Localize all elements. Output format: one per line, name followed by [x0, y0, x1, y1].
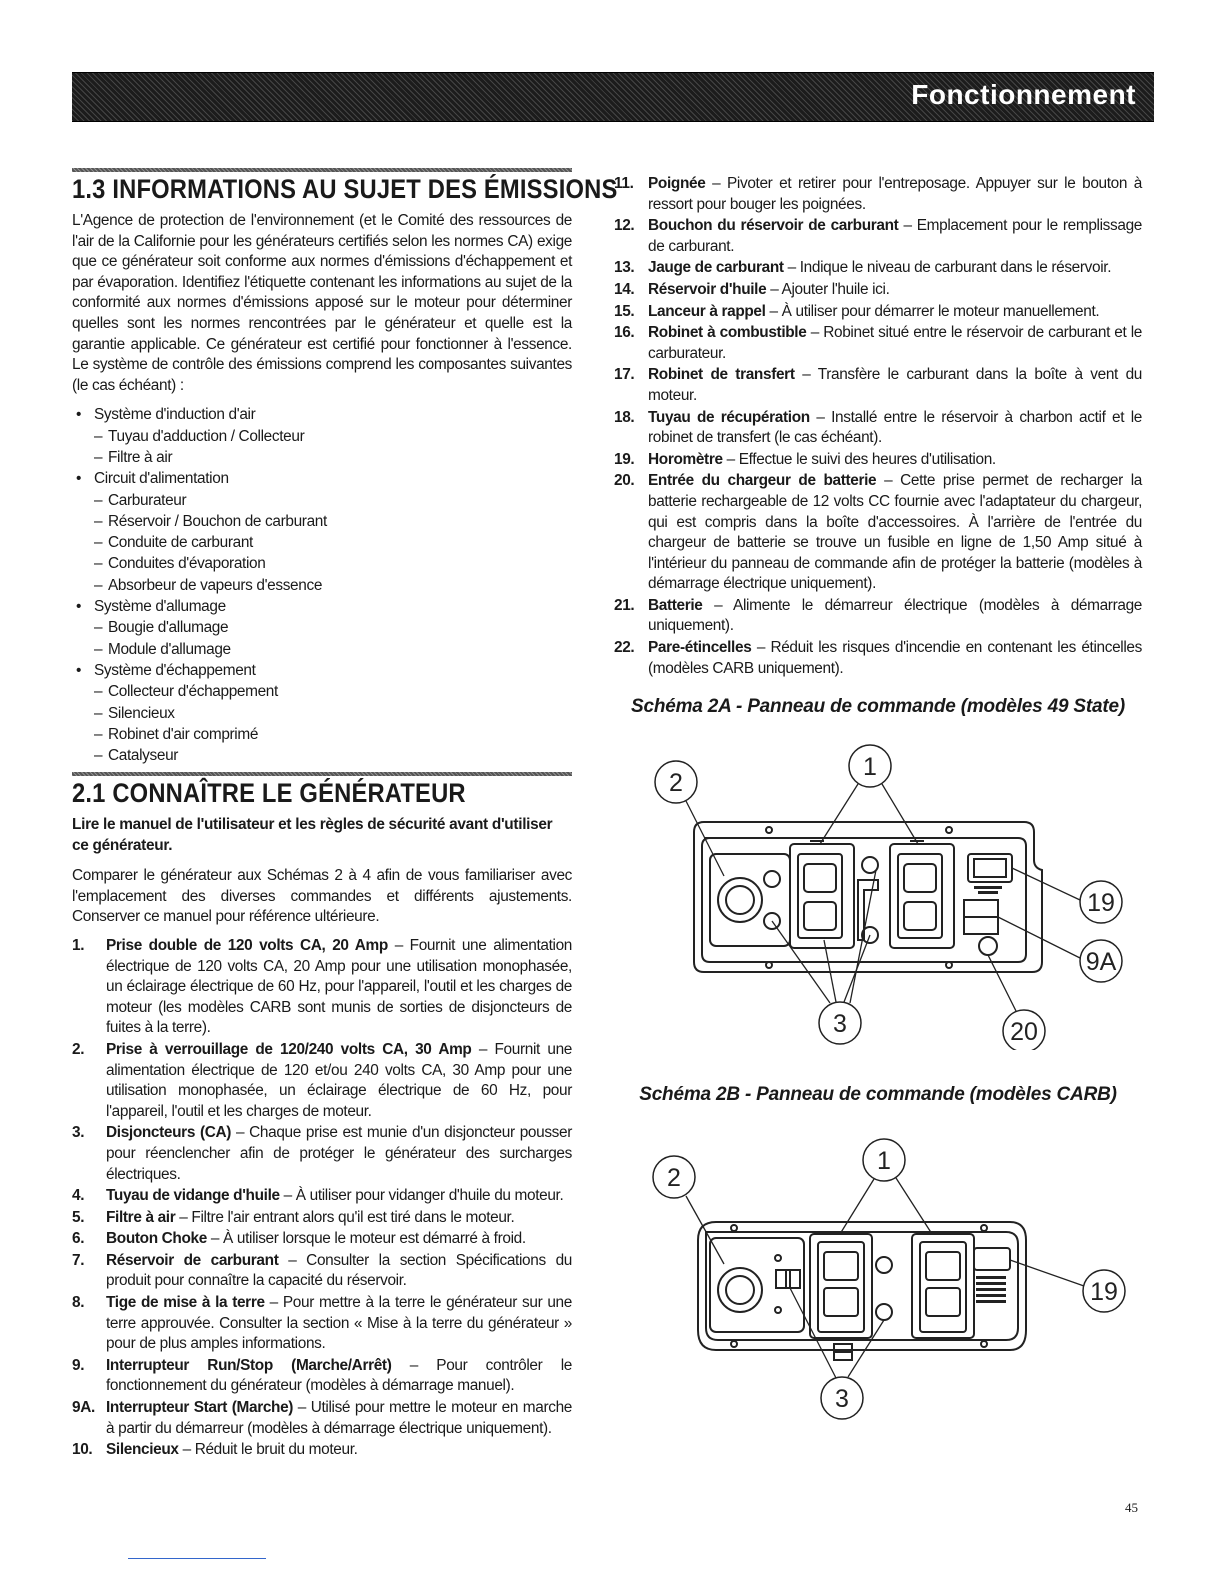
component-list-left: [72, 936, 572, 1461]
section-21-title: 2.1 CONNAÎTRE LE GÉNÉRATEUR: [72, 778, 466, 808]
list-item: • Système d'allumage: [72, 596, 572, 617]
list-item: 3. Disjoncteurs (CA) – Chaque prise est munie d'un disjoncteur pousser pour réenclencher afin de protéger le générateur des surcharges électriques.: [72, 1124, 573, 1183]
callout-label: 3: [835, 1385, 849, 1413]
callout-label: 3: [833, 1010, 847, 1038]
list-item: 7. Réservoir de carburant – Consulter la section Spécifications du produit pour connaître la capacité du réservoir.: [72, 1251, 572, 1290]
component-list-right: [614, 174, 1142, 679]
figure-2a-diagram: [614, 740, 1142, 1050]
list-item: 18. Tuyau de récupération – Installé entre le réservoir à charbon actif et le robinet de transfert (le cas échéant).: [614, 408, 1142, 447]
list-item: – Silencieux: [72, 703, 572, 724]
list-item: 14. Réservoir d'huile – Ajouter l'huile ici.: [614, 280, 890, 298]
list-item: 2. Prise à verrouillage de 120/240 volts CA, 30 Amp – Fournit une alimentation électrique de 120 et/ou 240 volts CA, 30 Amp pour une utilisation monophasée, un éclairage électrique de 60 Hz, pour l'appareil, l'outil et les charges de moteur.: [72, 1040, 572, 1120]
header-band: [72, 72, 1154, 122]
header-title: Fonctionnement: [911, 79, 1136, 110]
list-item: 8. Tige de mise à la terre – Pour mettre à la terre le générateur sur une terre approuvée. Consulter la section « Mise à la terre du générateur » pour de plus amples informations.: [72, 1294, 572, 1353]
list-item: 13. Jauge de carburant – Indique le niveau de carburant dans le réservoir.: [614, 259, 1112, 277]
callout-label: 1: [877, 1147, 891, 1175]
callout-label: 20: [1010, 1018, 1038, 1046]
list-item: • Système d'induction d'air: [72, 404, 572, 425]
list-item: – Catalyseur: [72, 745, 572, 766]
list-item: – Réservoir / Bouchon de carburant: [72, 511, 572, 532]
list-item: – Carburateur: [72, 490, 572, 511]
figure-2b-diagram: [614, 1130, 1142, 1430]
section-rule: [72, 772, 572, 776]
list-item: – Conduite de carburant: [72, 532, 572, 553]
list-item: 4. Tuyau de vidange d'huile – À utiliser pour vidanger d'huile du moteur.: [72, 1187, 564, 1205]
list-item: – Absorbeur de vapeurs d'essence: [72, 575, 572, 596]
list-item: 6. Bouton Choke – À utiliser lorsque le moteur est démarré à froid.: [72, 1230, 526, 1248]
list-item: • Circuit d'alimentation: [72, 468, 572, 489]
list-item: 1. Prise double de 120 volts CA, 20 Amp – Fournit une alimentation électrique de 120 volts CA, 20 Amp pour une utilisation monophasée, un éclairage électrique de 60 Hz, pour l'appareil, l'outil et les charges de moteur (les modèles CARB sont munis de sorties de disjoncteurs de fuites à la terre).: [72, 936, 572, 1037]
list-item: 11. Poignée – Pivoter et retirer pour l'entreposage. Appuyer sur le bouton à ressort pour bouger les poignées.: [614, 175, 1142, 213]
list-item: – Tuyau d'adduction / Collecteur: [72, 426, 572, 447]
callout-label: 19: [1090, 1278, 1118, 1306]
list-item: – Collecteur d'échappement: [72, 681, 572, 702]
callout-label: 2: [667, 1164, 681, 1192]
list-item: 16. Robinet à combustible – Robinet situé entre le réservoir de carburant et le carburateur.: [614, 324, 1143, 362]
list-item: – Robinet d'air comprimé: [72, 724, 572, 745]
list-item: 9. Interrupteur Run/Stop (Marche/Arrêt) – Pour contrôler le fonctionnement du générateur (modèles à démarrage manuel).: [72, 1356, 572, 1395]
list-item: 10. Silencieux – Réduit le bruit du moteur.: [72, 1441, 358, 1459]
list-item: 15. Lanceur à rappel – À utiliser pour démarrer le moteur manuellement.: [614, 302, 1100, 320]
list-item: 21. Batterie – Alimente le démarreur électrique (modèles à démarrage uniquement).: [614, 596, 1142, 635]
figure-2b-caption: Schéma 2B - Panneau de commande (modèles CARB): [639, 1084, 1117, 1105]
callout-label: 1: [863, 753, 877, 781]
page-number: 45: [1125, 1500, 1138, 1515]
emission-components-list: [72, 404, 572, 766]
list-item: – Bougie d'allumage: [72, 617, 572, 638]
callout-label: 9A: [1085, 948, 1117, 976]
list-item: 22. Pare-étincelles – Réduit les risques d'incendie en contenant les étincelles (modèles CARB uniquement).: [614, 639, 1142, 677]
figure-2a-caption: Schéma 2A - Panneau de commande (modèles 49 State): [630, 696, 1126, 717]
list-item: – Conduites d'évaporation: [72, 553, 572, 574]
section-13-title: 1.3 INFORMATIONS AU SUJET DES ÉMISSIONS: [72, 174, 618, 204]
section-21-intro: Comparer le générateur aux Schémas 2 à 4 afin de vous familiariser avec l'emplacement des diverses commandes et différents ajustements. Conserver ce manuel pour référence ultérieure.: [72, 867, 572, 926]
callout-label: 2: [669, 769, 683, 797]
callout-label: 19: [1087, 889, 1115, 917]
section-21-lead: Lire le manuel de l'utilisateur et les règles de sécurité avant d'utiliser ce générateur.: [72, 816, 553, 854]
list-item: 5. Filtre à air – Filtre l'air entrant alors qu'il est tiré dans le moteur.: [72, 1208, 515, 1226]
section-13-intro: L'Agence de protection de l'environnement (et le Comité des ressources de l'air de la Californie pour les générateurs certifiés selon les normes CA) exige que ce générateur soit conforme aux normes d'émissions d'échappement et par évaporation. Identifiez l'étiquette contenant les informations au sujet de la conformité aux normes d'émissions apposé sur le moteur pour déterminer quelles sont les normes rencontrées par le générateur et quelle est la garantie applicable. Ce générateur est certifié pour fonctionner à l'essence. Le système de contrôle des émissions comprend les composantes suivantes (le cas échéant) :: [72, 212, 572, 394]
list-item: 19. Horomètre – Effectue le suivi des heures d'utilisation.: [614, 450, 996, 468]
list-item: • Système d'échappement: [72, 660, 572, 681]
list-item: 12. Bouchon du réservoir de carburant – Emplacement pour le remplissage de carburant.: [614, 217, 1142, 255]
list-item: – Module d'allumage: [72, 639, 572, 660]
list-item: – Filtre à air: [72, 447, 572, 468]
list-item: 9A. Interrupteur Start (Marche) – Utilisé pour mettre le moteur en marche à partir du démarreur (modèles à démarrage électrique uniquement).: [72, 1399, 572, 1437]
list-item: 17. Robinet de transfert – Transfère le carburant dans la boîte à vent du moteur.: [614, 366, 1142, 404]
section-rule: [72, 168, 572, 172]
list-item: 20. Entrée du chargeur de batterie – Cette prise permet de recharger la batterie rechargeable de 12 volts CC fournie avec l'adaptateur du chargeur, qui est compris dans la boîte d'accessoires. À l'arrière de l'entrée du chargeur de batterie se trouve un fusible en ligne de 1,50 Amp situé à l'intérieur du panneau de commande afin de protéger la batterie (modèles à démarrage électrique uniquement).: [614, 472, 1142, 593]
footer-rule: [128, 1558, 266, 1559]
